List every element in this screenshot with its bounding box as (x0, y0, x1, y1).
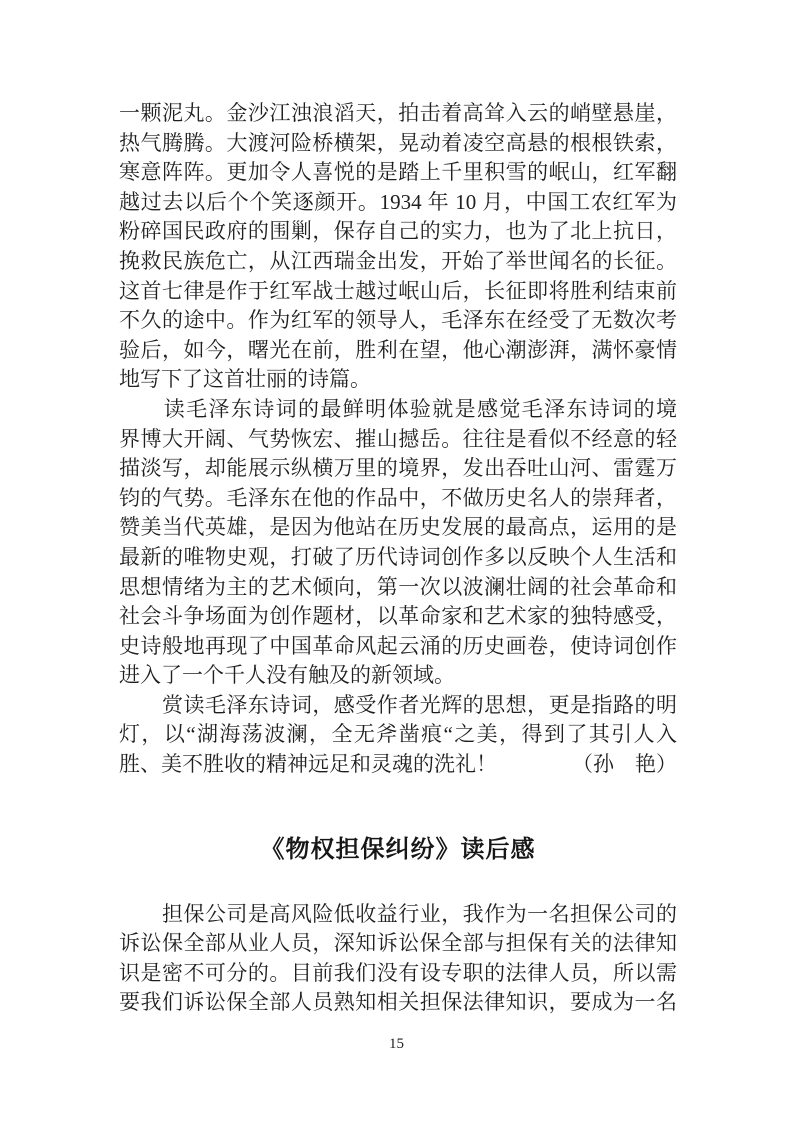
text-line: 一颗泥丸。金沙江浊浪滔天，拍击着高耸入云的峭壁悬崖， (119, 101, 677, 125)
text-line: 社会斗争场面为创作题材，以革命家和艺术家的独特感受， (119, 604, 677, 629)
text-line: 挽救民族危亡，从江西瑞金出发，开始了举世闻名的长征。 (119, 248, 677, 273)
text-line: 思想情绪为主的艺术倾向，第一次以波澜壮阔的社会革命和 (119, 574, 677, 599)
text-line: 诉讼保全部从业人员，深知诉讼保全部与担保有关的法律知 (119, 931, 677, 956)
text-line: 热气腾腾。大渡河险桥横架，晃动着凌空高悬的根根铁索， (119, 130, 677, 155)
text-line: 读毛泽东诗词的最鲜明体验就是感觉毛泽东诗词的境 (119, 396, 677, 421)
page-number: 15 (389, 1036, 404, 1052)
text-line: 这首七律是作于红军战士越过岷山后，长征即将胜利结束前 (119, 278, 677, 303)
text-line: 最新的唯物史观，打破了历代诗词创作多以反映个人生活和 (119, 544, 677, 569)
paragraph (119, 691, 677, 780)
paragraph (119, 395, 677, 691)
text-line: 不久的途中。作为红军的领导人，毛泽东在经受了无数次考 (119, 308, 677, 333)
text-line: 粉碎国民政府的围剿，保存自己的实力，也为了北上抗日， (119, 219, 677, 244)
text-line: 灯，以“湖海荡波澜，全无斧凿痕“之美，得到了其引人入 (119, 722, 677, 747)
text-line: 寒意阵阵。更加令人喜悦的是踏上千里积雪的岷山，红军翻 (119, 160, 677, 185)
text-line (119, 750, 677, 780)
paragraph (119, 900, 677, 1018)
text-line: 钧的气势。毛泽东在他的作品中，不做历史名人的崇拜者， (119, 485, 677, 510)
text-line: 越过去以后个个笑逐颜开。1934 年 10 月，中国工农红军为 (119, 189, 677, 214)
text-block (119, 99, 677, 1018)
text-line: 地写下了这首壮丽的诗篇。 (119, 367, 371, 392)
text-line: 要我们诉讼保全部人员熟知相关担保法律知识，要成为一名 (119, 990, 677, 1015)
text-line: 史诗般地再现了中国革命风起云涌的历史画卷，使诗词创作 (119, 633, 677, 658)
closing-sentence: 胜、美不胜收的精神远足和灵魂的洗礼！ (119, 752, 497, 777)
author-attribution: （孙 艳） (572, 752, 677, 777)
text-line: 验后，如今，曙光在前，胜利在望，他心潮澎湃，满怀豪情 (119, 337, 677, 362)
text-line: 界博大开阔、气势恢宏、摧山撼岳。往往是看似不经意的轻 (119, 426, 677, 451)
text-line: 赏读毛泽东诗词，感受作者光辉的思想，更是指路的明 (119, 692, 677, 717)
text-line: 担保公司是高风险低收益行业，我作为一名担保公司的 (119, 901, 677, 926)
text-line: 进入了一个千人没有触及的新领域。 (119, 663, 455, 688)
text-line: 描淡写，却能展示纵横万里的境界，发出吞吐山河、雷霆万 (119, 456, 677, 481)
text-line: 赞美当代英雄，是因为他站在历史发展的最高点，运用的是 (119, 515, 677, 540)
text-line: 识是密不可分的。目前我们没有设专职的法律人员，所以需 (119, 960, 677, 985)
section-heading: 《物权担保纠纷》读后感 (260, 834, 536, 863)
paragraph (119, 99, 677, 395)
